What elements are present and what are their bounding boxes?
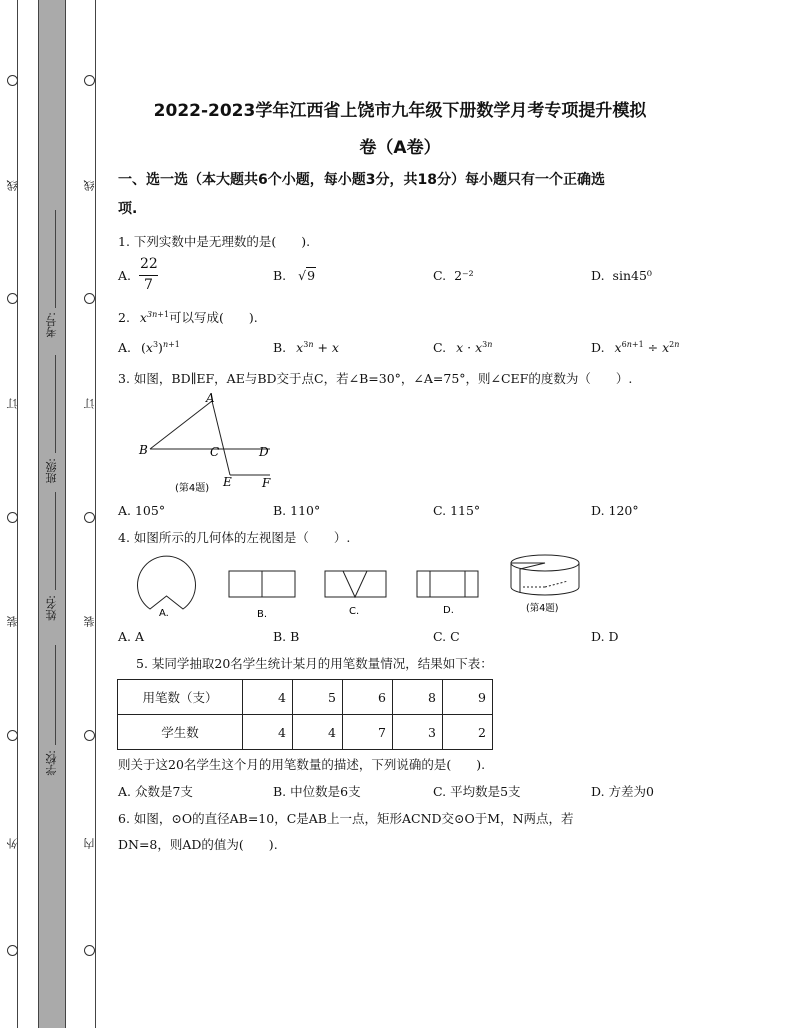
fig-label-a: A. [159, 608, 169, 619]
option-label: D. [591, 268, 605, 283]
binding-hole-icon [84, 75, 95, 86]
binding-hole-icon [7, 293, 18, 304]
binding-hole-icon [84, 945, 95, 956]
q5-option-c[interactable]: C. 平均数是5支 [433, 784, 521, 799]
q4-option-c[interactable]: C. C [433, 629, 460, 644]
binding-hole-icon [7, 945, 18, 956]
fig-label-c: C [210, 445, 220, 459]
option-label: B. [273, 268, 287, 283]
binding-strip [38, 0, 66, 1028]
binding-hole-icon [84, 730, 95, 741]
option-label: C. [433, 268, 447, 283]
inner-mark: 订 [83, 398, 96, 409]
option-label: D. [591, 340, 605, 356]
inner-mark: 装 [83, 616, 96, 627]
question-4-stem: 4. 如图所示的几何体的左视图是（ ）. [118, 530, 351, 545]
table-cell: 3 [393, 715, 443, 750]
q1-option-b[interactable] [273, 268, 316, 283]
fig-label-f: F [262, 476, 271, 490]
q1-option-d[interactable] [591, 268, 652, 283]
q3-option-b[interactable]: B. 110° [273, 503, 321, 518]
question-2-tail: 可以写成( ). [169, 310, 258, 325]
table-cell: 4 [243, 715, 293, 750]
q4-option-a[interactable]: A. A [118, 629, 145, 644]
inner-mark: 线 [83, 180, 96, 191]
exam-number-label: 考号: [45, 312, 58, 338]
q4-option-b[interactable]: B. B [273, 629, 300, 644]
binding-hole-icon [7, 730, 18, 741]
school-label: 学校: [45, 750, 58, 776]
q2-option-b[interactable]: B. $x^{3n} + x$ [273, 340, 339, 356]
q1-option-c[interactable] [433, 268, 474, 283]
fig-label-b: B [139, 443, 148, 457]
fraction-denominator: 7 [144, 277, 153, 293]
paper-title-line2: 卷（A卷） [359, 138, 441, 158]
radicand: 9 [307, 268, 316, 283]
fraction-bar [139, 275, 158, 276]
table-cell: 4 [243, 680, 293, 715]
name-field[interactable] [55, 492, 56, 590]
fig-label-b: B. [257, 609, 268, 619]
q1-option-a[interactable] [118, 256, 178, 296]
outer-mark: 订 [6, 398, 19, 409]
question-5-after: 则关于这20名学生这个月的用笔数量的描述，下列说确的是( ). [118, 757, 486, 772]
option-value: sin45⁰ [612, 268, 652, 283]
table-cell: 4 [293, 715, 343, 750]
question-2-stem: 2. $x^{3n+1}$可以写成( ). [118, 309, 258, 325]
q3-option-a[interactable]: A. 105° [118, 503, 166, 518]
q3-figure [130, 390, 290, 496]
pen-count-table [117, 679, 493, 750]
table-cell: 7 [343, 715, 393, 750]
fig-label-e: E [223, 475, 232, 489]
option-value: 2⁻² [454, 268, 474, 283]
q3-option-d[interactable]: D. 120° [591, 503, 639, 518]
binding-hole-icon [7, 512, 18, 523]
question-6-stem-line2: DN=8，则AD的值为( ). [118, 837, 278, 852]
exam-number-field[interactable] [55, 210, 56, 308]
q3-option-c[interactable]: C. 115° [433, 503, 481, 518]
binding-hole-icon [84, 512, 95, 523]
question-number: 2. [118, 310, 130, 325]
table-cell: 8 [393, 680, 443, 715]
fig-caption: (第4题) [526, 603, 559, 614]
class-field[interactable] [55, 355, 56, 453]
table-cell: 9 [443, 680, 493, 715]
fig-label-d: D. [443, 605, 454, 616]
option-label: B. [273, 340, 287, 356]
binding-hole-icon [84, 293, 95, 304]
sqrt-icon: √ [298, 268, 307, 283]
fig-label-c: C. [349, 606, 360, 617]
q2-option-c[interactable]: C. $x \cdot x^{3n}$ [433, 340, 493, 356]
fig-label-d: D [259, 445, 269, 459]
question-1-stem: 1. 下列实数中是无理数的是( ). [118, 234, 311, 249]
table-row [118, 680, 493, 715]
q2-option-a[interactable]: A. $(x^3)^{n+1}$ [118, 340, 180, 356]
inner-mark: 内 [83, 838, 96, 849]
section-heading-line2: 项. [118, 201, 138, 217]
paper-title: 2022-2023学年江西省上饶市九年级下册数学月考专项提升模拟 [153, 101, 647, 121]
question-3-stem: 3. 如图，BD∥EF，AE与BD交于点C，若∠B=30°，∠A=75°，则∠CEF的度数为（ ）. [118, 371, 633, 386]
q5-option-d[interactable]: D. 方差为0 [591, 784, 654, 799]
option-label: C. [433, 340, 447, 356]
inner-margin-line [95, 0, 96, 1028]
fraction-numerator: 22 [140, 256, 158, 272]
table-header: 学生数 [118, 715, 243, 750]
table-cell: 6 [343, 680, 393, 715]
q4-option-d[interactable]: D. D [591, 629, 619, 644]
table-header: 用笔数（支） [118, 680, 243, 715]
question-6-stem: 6. 如图，⊙O的直径AB=10，C是AB上一点，矩形ACND交⊙O于M，N两点，若 [118, 811, 574, 826]
q5-option-a[interactable]: A. 众数是7支 [118, 784, 193, 799]
outer-mark: 线 [6, 180, 19, 191]
outer-mark: 装 [6, 616, 19, 627]
q2-option-d[interactable]: D. $x^{6n+1} \div x^{2n}$ [591, 340, 680, 356]
name-label: 姓名: [45, 595, 58, 621]
table-row [118, 715, 493, 750]
fig-caption: (第4题) [175, 483, 210, 494]
q5-option-b[interactable]: B. 中位数是6支 [273, 784, 361, 799]
outer-mark: 外 [6, 838, 19, 849]
binding-hole-icon [7, 75, 18, 86]
class-label: 班级: [45, 458, 58, 484]
option-label: A. [118, 268, 132, 283]
school-field[interactable] [55, 645, 56, 745]
table-cell: 5 [293, 680, 343, 715]
section-heading: 一、选一选（本大题共6个小题，每小题3分，共18分）每小题只有一个正确选 [118, 172, 605, 188]
table-cell: 2 [443, 715, 493, 750]
q4-figures [128, 547, 598, 619]
question-5-stem: 5. 某同学抽取20名学生统计某月的用笔数量情况，结果如下表： [136, 656, 493, 671]
fig-label-a: A [206, 391, 215, 405]
option-label: A. [118, 340, 132, 356]
